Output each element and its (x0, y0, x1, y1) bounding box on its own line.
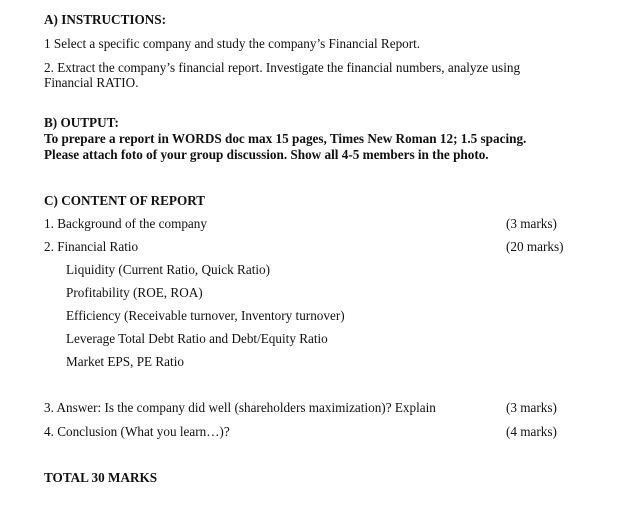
content-item-4-marks: (4 marks) (506, 424, 557, 439)
instruction-item-2-line-1: 2. Extract the company’s financial report. Investigate the financial numbers, analyze using (44, 60, 521, 75)
output-line-1: To prepare a report in WORDS doc max 15 pages, Times New Roman 12; 1.5 spacing. (44, 131, 527, 146)
ratio-profitability: Profitability (ROE, ROA) (66, 285, 203, 300)
content-item-1: 1. Background of the company (44, 216, 207, 231)
content-item-2-marks: (20 marks) (506, 239, 564, 254)
content-item-3: 3. Answer: Is the company did well (shareholders maximization)? Explain (44, 400, 436, 415)
ratio-efficiency: Efficiency (Receivable turnover, Inventory turnover) (66, 308, 345, 323)
section-b-heading: B) OUTPUT: (44, 115, 119, 130)
output-line-2: Please attach foto of your group discussion. Show all 4-5 members in the photo. (44, 147, 489, 162)
content-item-2: 2. Financial Ratio (44, 239, 139, 254)
ratio-market: Market EPS, PE Ratio (66, 354, 184, 369)
section-c-heading: C) CONTENT OF REPORT (44, 193, 206, 208)
ratio-liquidity: Liquidity (Current Ratio, Quick Ratio) (66, 262, 271, 277)
ratio-leverage: Leverage Total Debt Ratio and Debt/Equity Ratio (66, 331, 328, 346)
content-item-4: 4. Conclusion (What you learn…)? (44, 424, 230, 439)
content-item-1-marks: (3 marks) (506, 216, 557, 231)
total-marks: TOTAL 30 MARKS (44, 470, 158, 485)
instruction-item-1: 1 Select a specific company and study the company’s Financial Report. (44, 36, 421, 51)
section-a-heading: A) INSTRUCTIONS: (44, 12, 167, 27)
content-item-3-marks: (3 marks) (506, 400, 557, 415)
instruction-item-2-line-2: Financial RATIO. (44, 75, 139, 90)
